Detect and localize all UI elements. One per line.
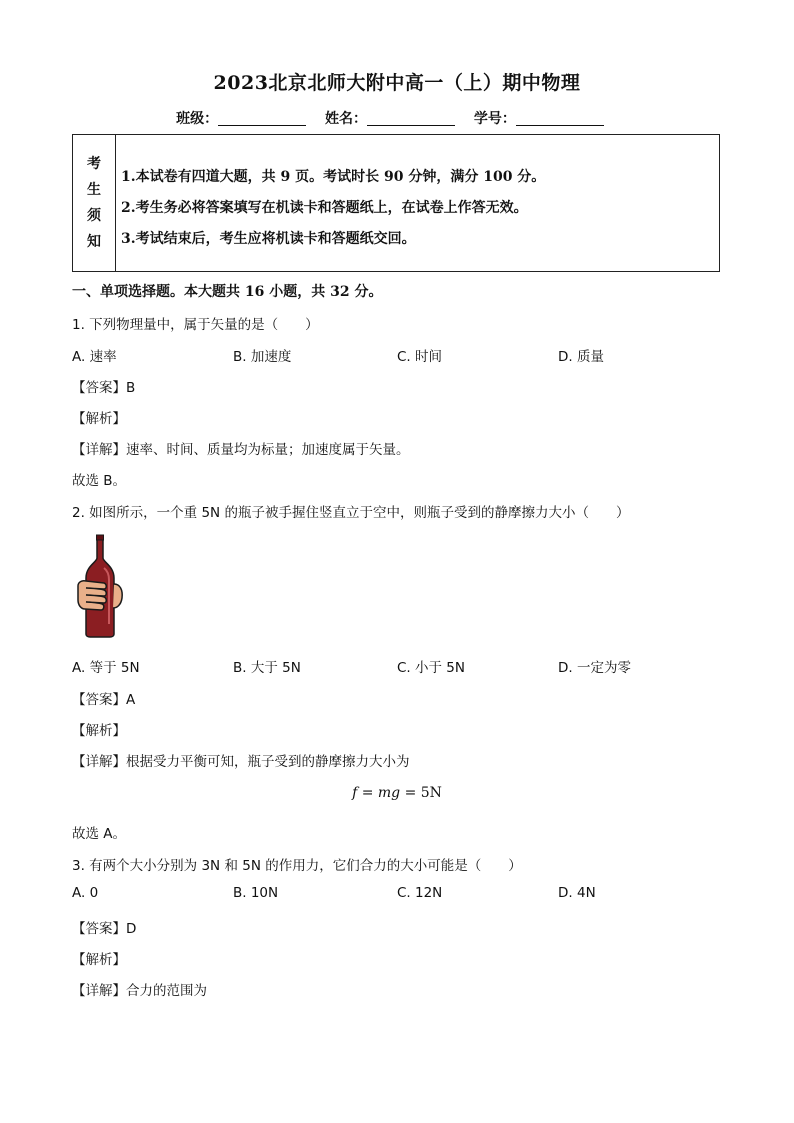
section-heading: 一、单项选择题。本大题共 16 小题，共 32 分。: [72, 284, 383, 300]
option-d: D. 一定为零: [558, 660, 631, 676]
answer-text: 【答案】B: [72, 380, 136, 396]
notice-line: 3.考试结束后，考生应将机读卡和答题纸交回。: [121, 231, 416, 247]
formula-eq2: = 5N: [400, 785, 442, 801]
page-title: 2023北京北师大附中高一（上）期中物理: [213, 72, 581, 94]
question-stem: 3. 有两个大小分别为 3N 和 5N 的作用力，它们合力的大小可能是（ ）: [72, 858, 522, 874]
option-a: A. 等于 5N: [72, 660, 140, 676]
detail-text: 【详解】速率、时间、质量均为标量；加速度属于矢量。: [72, 442, 410, 458]
conclusion-text: 故选 A。: [72, 826, 127, 842]
notice-side-label: [73, 135, 116, 271]
notice-side-char: 考: [87, 156, 101, 172]
student-info-row: [0, 108, 794, 128]
formula-mid: mg: [377, 785, 401, 801]
id-blank[interactable]: [516, 111, 604, 126]
formula-lhs: f: [352, 785, 358, 801]
option-b: B. 大于 5N: [233, 660, 301, 676]
question-stem: 2. 如图所示，一个重 5N 的瓶子被手握住竖直立于空中，则瓶子受到的静摩擦力大小（ ）: [72, 505, 630, 521]
option-d: D. 4N: [558, 885, 596, 901]
bottle-cap: [97, 535, 104, 540]
name-blank[interactable]: [367, 111, 455, 126]
id-label: 学号：: [473, 111, 516, 127]
class-label: 班级：: [176, 111, 219, 127]
option-b: B. 10N: [233, 885, 279, 901]
class-blank[interactable]: [218, 111, 306, 126]
bottle-in-hand-illustration: [74, 534, 126, 638]
hand-thumb: [113, 584, 122, 608]
name-label: 姓名：: [325, 111, 367, 127]
option-d: D. 质量: [558, 349, 604, 365]
conclusion-text: 故选 B。: [72, 473, 127, 489]
detail-text: 【详解】根据受力平衡可知，瓶子受到的静摩擦力大小为: [72, 754, 410, 770]
option-a: A. 速率: [72, 349, 117, 365]
analysis-label: 【解析】: [72, 952, 126, 968]
option-a: A. 0: [72, 885, 99, 901]
notice-line: 1.本试卷有四道大题，共 9 页。考试时长 90 分钟，满分 100 分。: [121, 169, 546, 185]
notice-line: 2.考生务必将答案填写在机读卡和答题纸上，在试卷上作答无效。: [121, 200, 528, 216]
option-c: C. 12N: [397, 885, 443, 901]
option-c: C. 小于 5N: [397, 660, 465, 676]
answer-text: 【答案】D: [72, 921, 137, 937]
detail-text: 【详解】合力的范围为: [72, 983, 207, 999]
analysis-label: 【解析】: [72, 723, 126, 739]
option-b: B. 加速度: [233, 349, 292, 365]
notice-lines: [121, 162, 545, 255]
analysis-label: 【解析】: [72, 411, 126, 427]
notice-side-char: 须: [87, 208, 101, 224]
question-stem: 1. 下列物理量中，属于矢量的是（ ）: [72, 317, 319, 333]
option-c: C. 时间: [397, 349, 443, 365]
formula-eq1: =: [357, 785, 378, 801]
notice-side-char: 生: [87, 182, 101, 198]
hand-fingers: [78, 581, 106, 610]
exam-notice-box: [72, 134, 720, 272]
answer-text: 【答案】A: [72, 692, 136, 708]
notice-side-char: 知: [87, 234, 101, 250]
friction-formula: [0, 785, 794, 801]
